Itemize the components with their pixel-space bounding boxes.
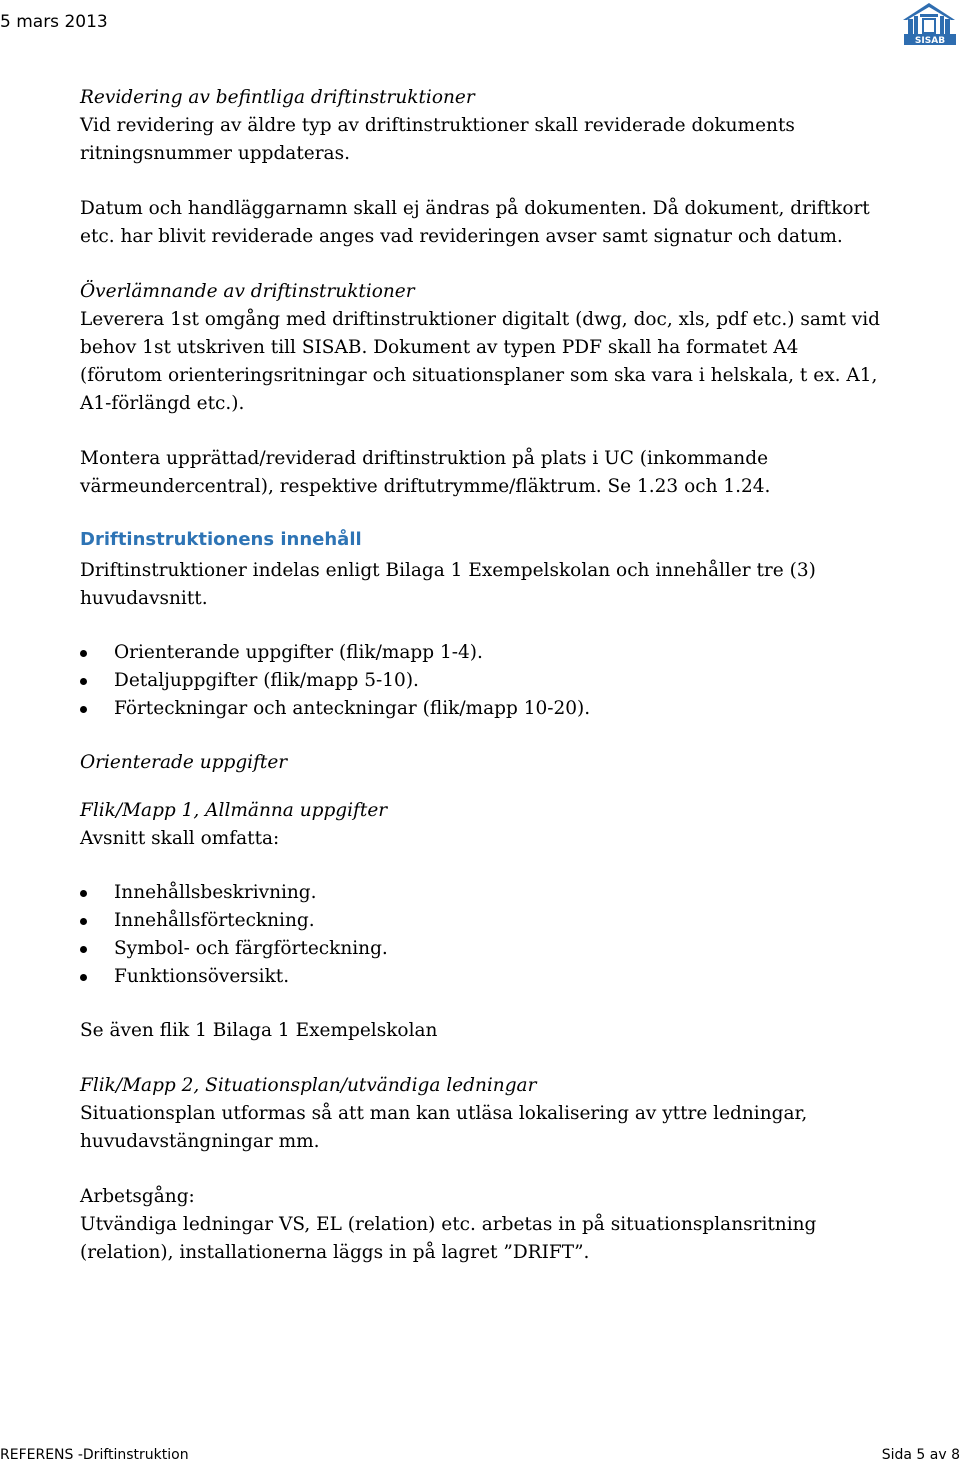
list-item-text: Förteckningar och anteckningar (flik/mapp 10-20). [114,698,591,719]
section-title-tab1: Flik/Mapp 1, Allmänna uppgifter [80,800,388,821]
paragraph-line: Situationsplan utformas så att man kan utläsa lokalisering av yttre ledningar, [80,1103,808,1124]
paragraph-line: ritningsnummer uppdateras. [80,143,350,164]
list-item-text: Detaljuppgifter (flik/mapp 5-10). [114,670,419,691]
paragraph-line: huvudavsnitt. [80,588,208,609]
paragraph-line: Utvändiga ledningar VS, EL (relation) etc. arbetas in på situationsplansritning [80,1214,817,1235]
list-item-text: Orienterande uppgifter (flik/mapp 1-4). [114,642,483,663]
bullet-icon [80,890,87,897]
bullet-icon [80,974,87,981]
footer-page-number: Sida 5 av 8 [881,1447,960,1463]
section-title-oriented: Orienterade uppgifter [80,752,288,773]
paragraph-line: (förutom orienteringsritningar och situationsplaner som ska vara i helskala, t ex. A1, [80,365,878,386]
paragraph-line: Leverera 1st omgång med driftinstruktioner digitalt (dwg, doc, xls, pdf etc.) samt vid [80,309,880,330]
section-title-tab2: Flik/Mapp 2, Situationsplan/utvändiga ledningar [80,1075,537,1096]
paragraph-line: huvudavstängningar mm. [80,1131,320,1152]
paragraph-line: A1-förlängd etc.). [80,393,245,414]
section-title-revision: Revidering av befintliga driftinstruktioner [80,87,475,108]
footer-document-name: REFERENS -Driftinstruktion [0,1447,189,1463]
bullet-icon [80,918,87,925]
paragraph-line: etc. har blivit reviderade anges vad revideringen avser samt signatur och datum. [80,226,843,247]
bullet-icon [80,678,87,685]
paragraph-line: Se även flik 1 Bilaga 1 Exempelskolan [80,1020,438,1041]
paragraph-line: (relation), installationerna läggs in på lagret ”DRIFT”. [80,1242,590,1263]
bullet-icon [80,650,87,657]
paragraph-line: Vid revidering av äldre typ av driftinstruktioner skall reviderade dokuments [80,115,795,136]
paragraph-line: värmeundercentral), respektive driftutrymme/fläktrum. Se 1.23 och 1.24. [80,476,771,497]
list-item-text: Innehållsförteckning. [114,910,315,931]
list-item-text: Innehållsbeskrivning. [114,882,317,903]
svg-text:SISAB: SISAB [914,36,946,46]
list-item-text: Symbol- och färgförteckning. [114,938,388,959]
paragraph-line: Driftinstruktioner indelas enligt Bilaga 1 Exempelskolan och innehåller tre (3) [80,560,816,581]
section-title-handover: Överlämnande av driftinstruktioner [80,281,415,302]
paragraph-line: behov 1st utskriven till SISAB. Dokument av typen PDF skall ha formatet A4 [80,337,799,358]
header-date: 5 mars 2013 [0,12,108,32]
list-item-text: Funktionsöversikt. [114,966,290,987]
paragraph-line: Avsnitt skall omfatta: [80,828,280,849]
paragraph-line: Datum och handläggarnamn skall ej ändras på dokumenten. Då dokument, driftkort [80,198,870,219]
sisab-logo [899,0,960,47]
work-label: Arbetsgång: [80,1186,195,1207]
bullet-icon [80,946,87,953]
section-heading-contents: Driftinstruktionens innehåll [80,529,362,550]
bullet-icon [80,706,87,713]
paragraph-line: Montera upprättad/reviderad driftinstruktion på plats i UC (inkommande [80,448,769,469]
